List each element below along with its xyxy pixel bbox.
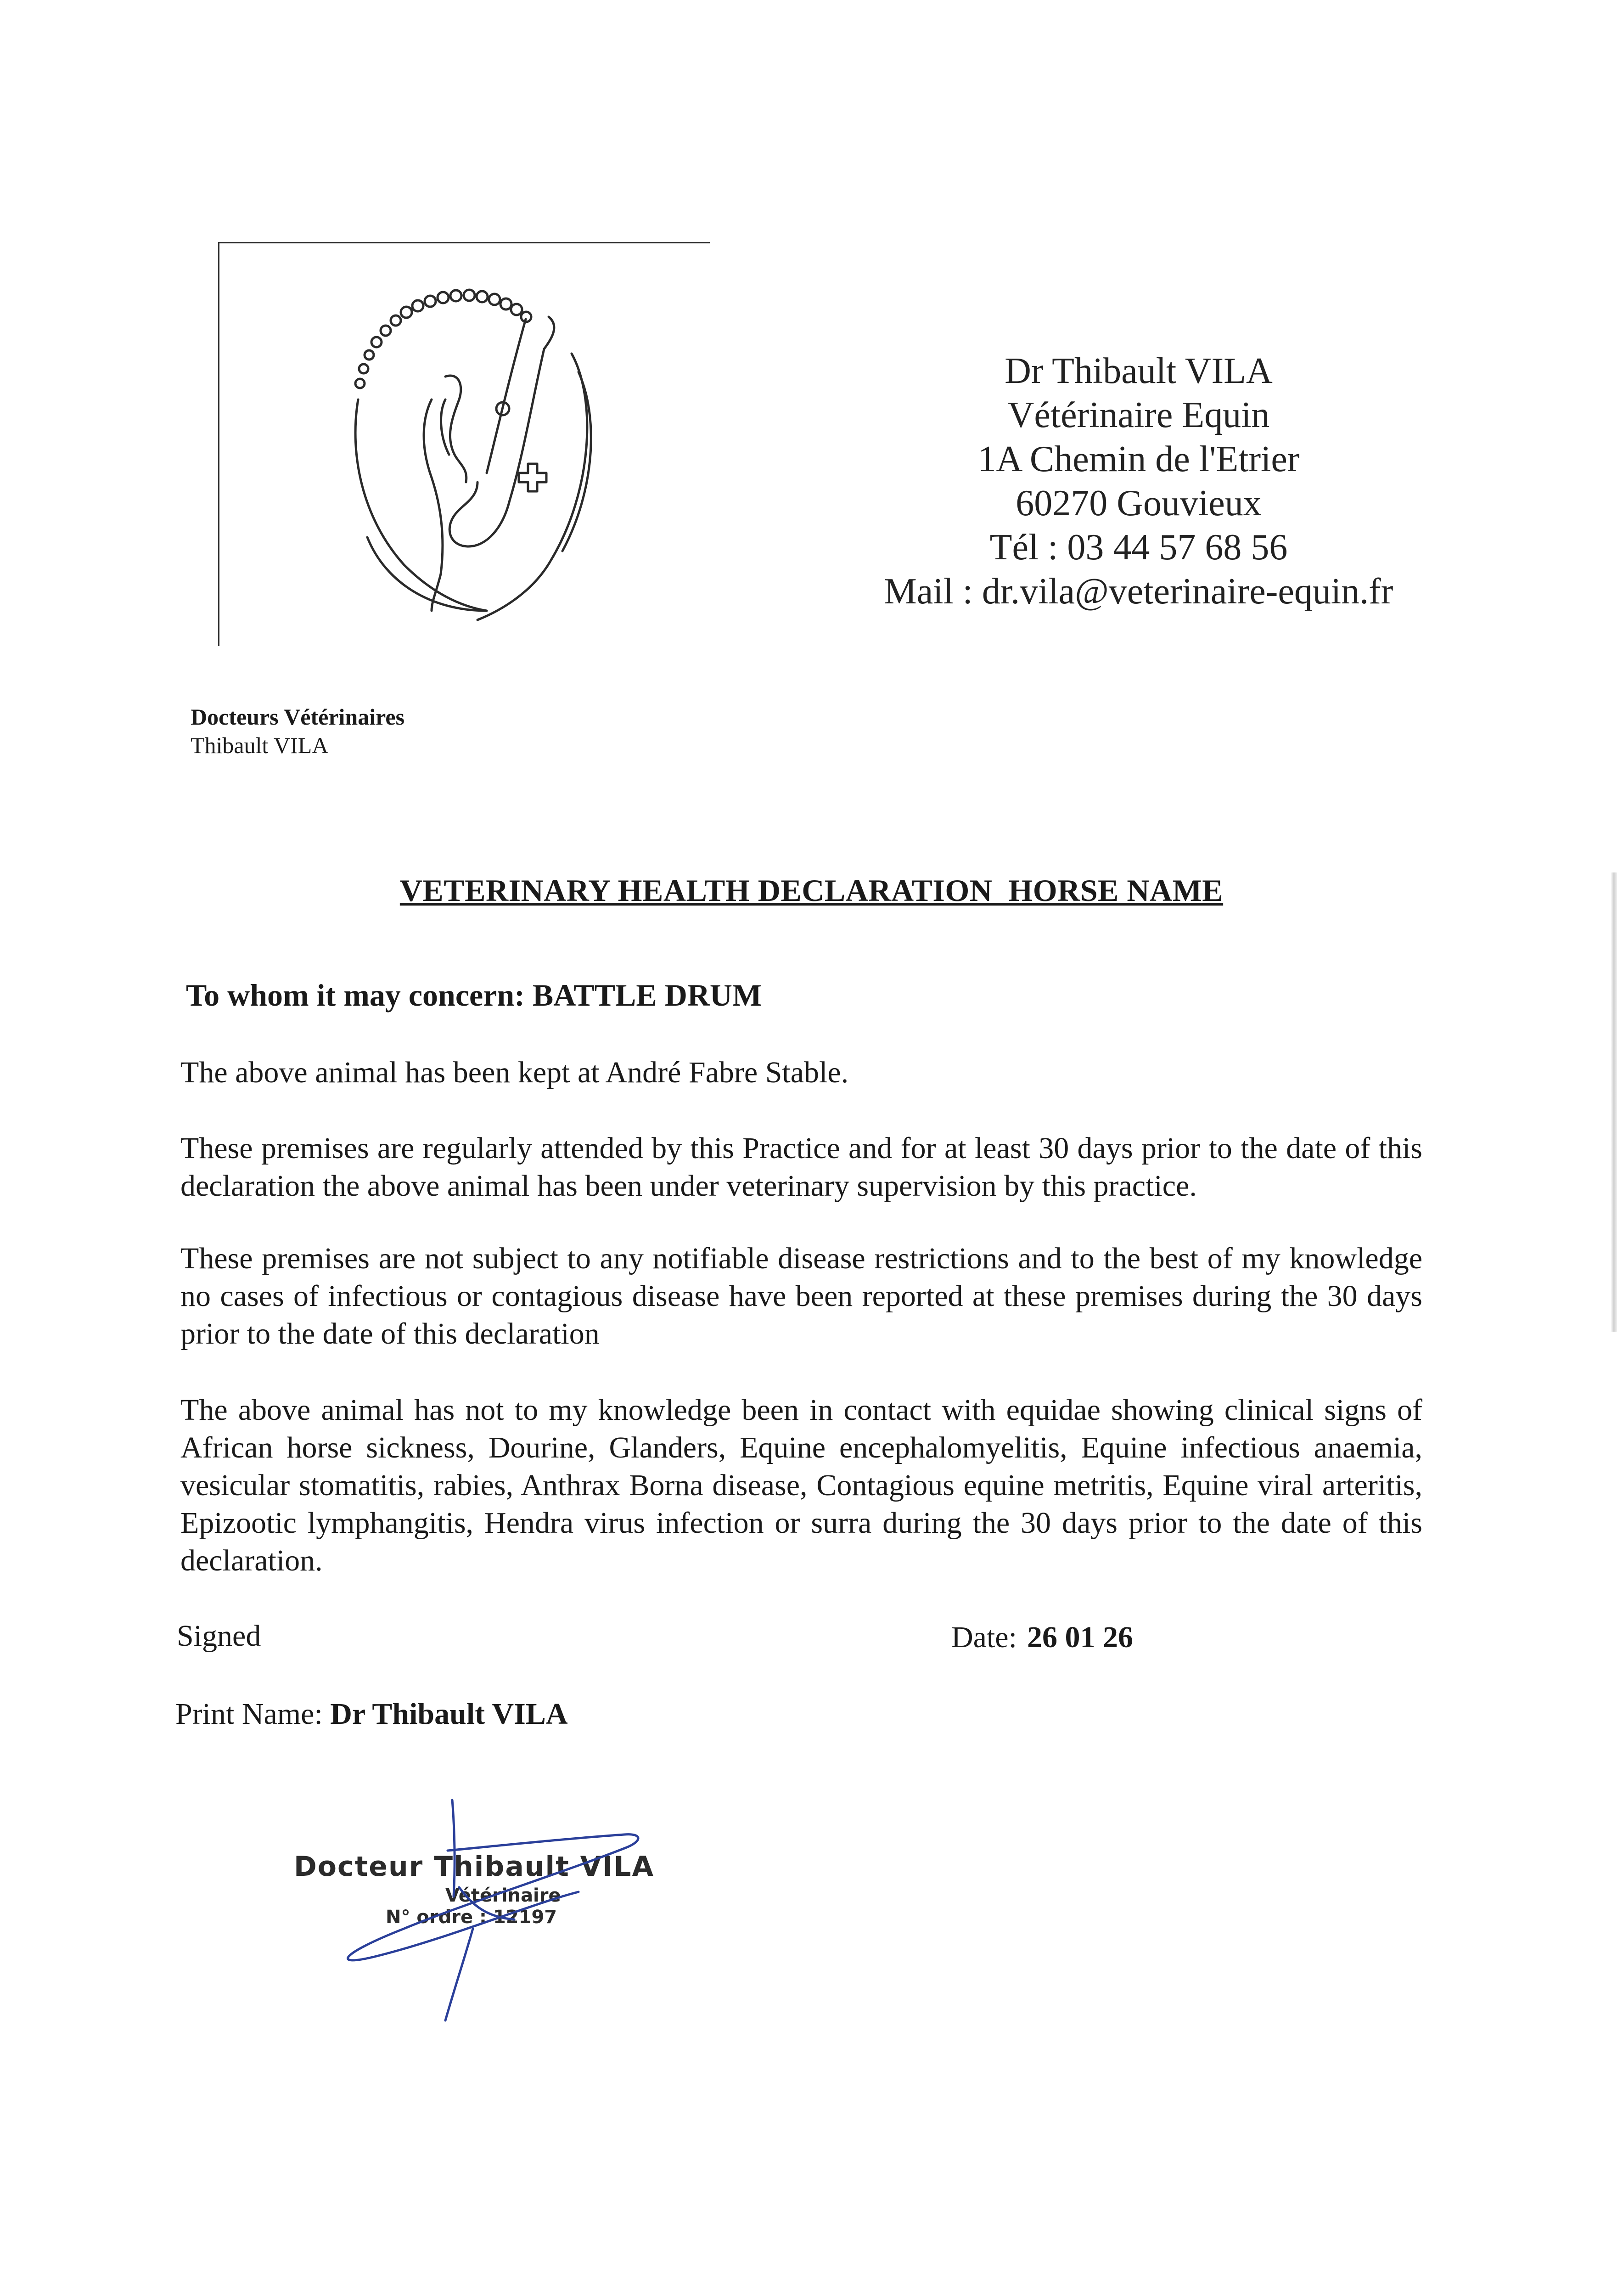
paragraph-supervision: These premises are regularly attended by this Practice and for at least 30 days prior to the date of this declaration the above animal has been under veterinary supervision by this practice.	[180, 1131, 1422, 1203]
practice-name: Dr Thibault VILA	[1005, 351, 1273, 391]
paragraph-stable: The above animal has been kept at André Fabre Stable.	[180, 1056, 849, 1089]
practice-email: Mail : dr.vila@veterinaire-equin.fr	[884, 571, 1393, 612]
logo-frame-left-line	[218, 242, 219, 646]
doctors-name: Thibault VILA	[191, 732, 329, 758]
date-value: 26 01 26	[1027, 1621, 1133, 1654]
practice-role: Vétérinaire Equin	[1007, 395, 1270, 435]
scan-edge-shadow	[1611, 872, 1617, 1332]
paragraph-premises: These premises are not subject to any notifiable disease restrictions and to the best of my knowledge no cases of infectious or contagious disease have been reported at these premises during the 30 days prior to the date of this declaration	[180, 1242, 1422, 1351]
print-name-value: Dr Thibault VILA	[330, 1697, 568, 1731]
document-title	[0, 872, 1623, 909]
date-field	[951, 1620, 1133, 1655]
practice-phone: Tél : 03 44 57 68 56	[989, 527, 1288, 568]
document-title-text: VETERINARY HEALTH DECLARATION HORSE NAME	[399, 873, 1224, 908]
horse-head-logo	[294, 262, 661, 657]
stamp-line1: Docteur Thibault VILA	[294, 1851, 655, 1883]
stamp-line3: N° ordre : 12197	[386, 1907, 557, 1928]
date-label: Date:	[951, 1621, 1017, 1654]
practice-address-line1: 1A Chemin de l'Etrier	[977, 439, 1300, 479]
doctors-heading: Docteurs Vétérinaires	[191, 704, 405, 730]
practice-address-line2: 60270 Gouvieux	[1016, 483, 1262, 523]
print-name-field	[175, 1697, 568, 1732]
signed-label: Signed	[177, 1619, 261, 1653]
stamp-line2: Vétérinaire	[445, 1885, 561, 1906]
practice-address-block	[781, 349, 1497, 613]
handwritten-signature	[321, 1791, 689, 2030]
doctors-block	[191, 703, 404, 760]
print-name-label: Print Name:	[175, 1697, 323, 1731]
concern-line: To whom it may concern: BATTLE DRUM	[186, 978, 762, 1013]
logo-frame-top-line	[219, 242, 710, 243]
paragraph-diseases: The above animal has not to my knowledge been in contact with equidae showing clinical signs of African horse sickness, Dourine, Glanders, Equine encephalomyelitis, Equine infectious anaemia, vesicular stomatitis, rabies, Anthrax Borna disease, Contagious equine metritis, Equine viral arteritis, Epizootic lymphangitis, Hendra virus infection or surra during the 30 days prior to the date of this declaration.	[180, 1393, 1422, 1577]
